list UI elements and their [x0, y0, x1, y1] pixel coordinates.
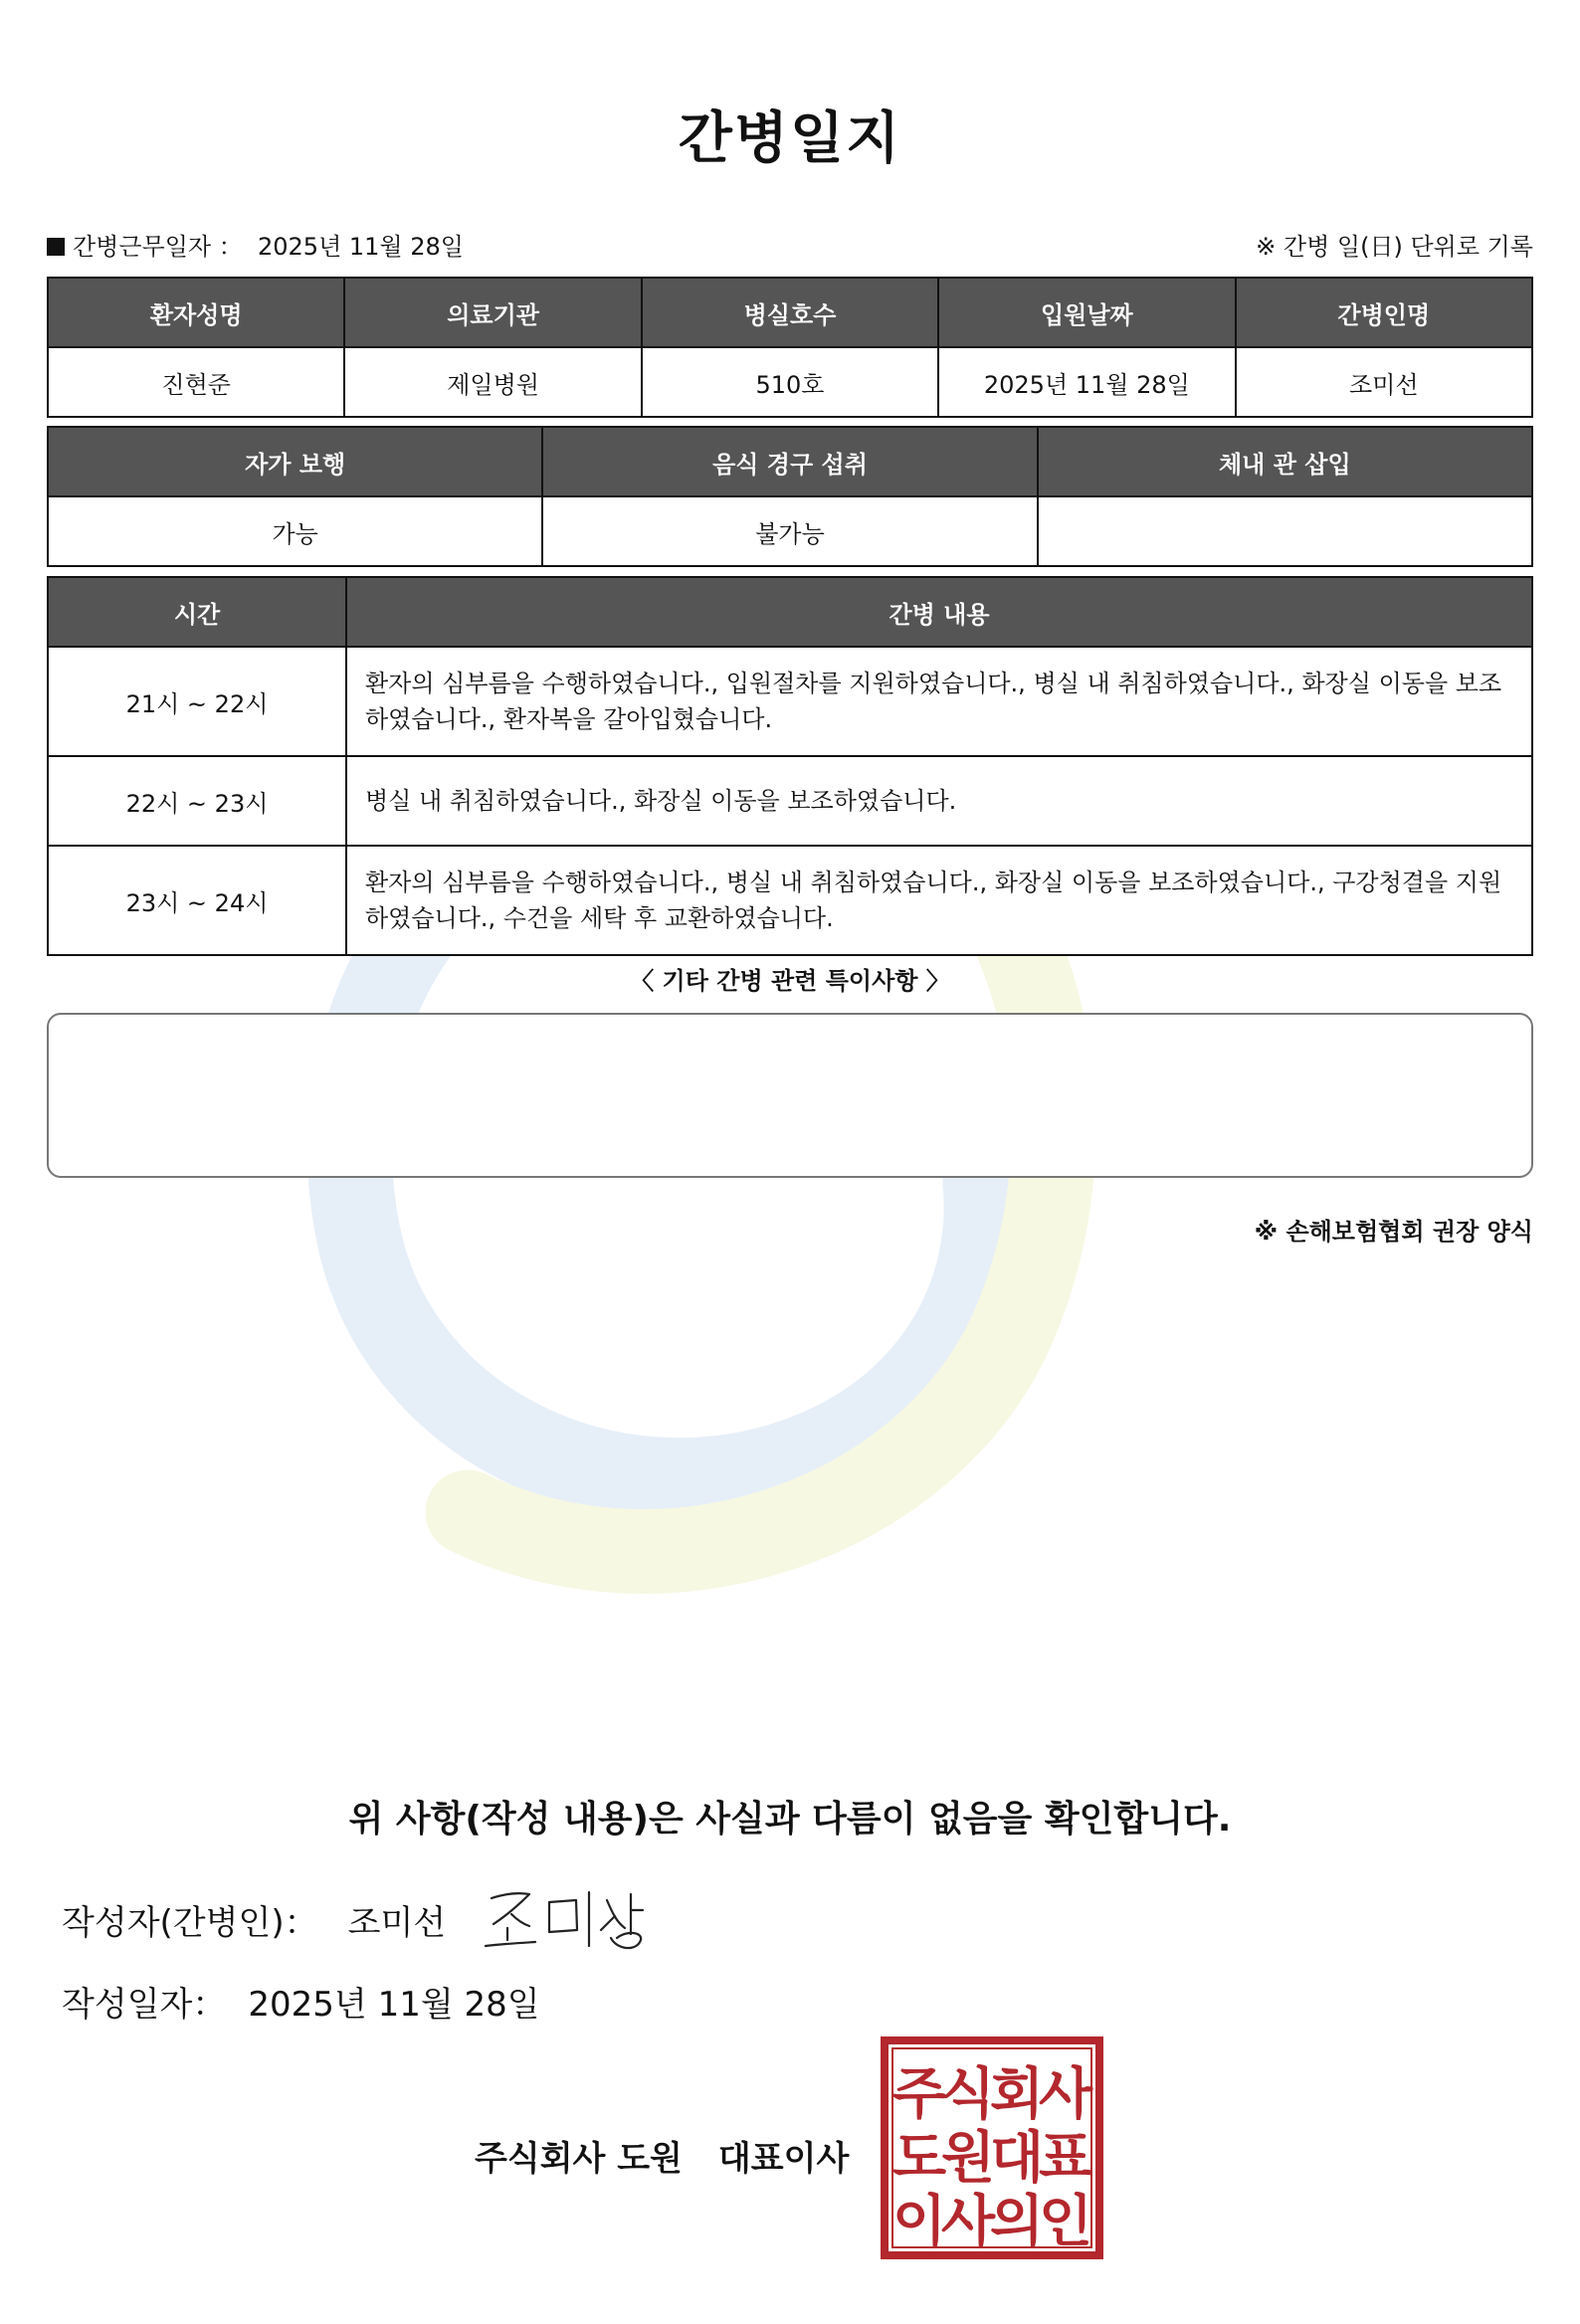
written-date-value: 2025년 11월 28일 — [248, 1985, 540, 2025]
self-walking-value: 가능 — [48, 496, 542, 566]
square-bullet-icon — [47, 238, 65, 256]
svg-text:사: 사 — [1038, 2062, 1093, 2127]
confirmation-statement: 위 사항(작성 내용)은 사실과 다름이 없음을 확인합니다. — [348, 1799, 1232, 1840]
hospital-name: 제일병원 — [344, 347, 641, 417]
header-patient-name: 환자성명 — [48, 278, 344, 347]
table-header-row — [48, 278, 1532, 347]
header-self-walking: 자가 보행 — [48, 427, 542, 496]
care-log-table — [47, 576, 1533, 956]
header-time: 시간 — [48, 577, 346, 647]
document-title: 간병일지 — [678, 106, 902, 171]
work-date-label: 간병근무일자 ： — [73, 233, 243, 261]
svg-text:인: 인 — [1038, 2190, 1093, 2254]
caregiver-name: 조미선 — [1236, 347, 1532, 417]
form-source-note: ※ 손해보험협회 권장 양식 — [1254, 1218, 1533, 1246]
writer-label: 작성자(간병인)： — [62, 1903, 318, 1943]
patient-name: 진현준 — [48, 347, 344, 417]
header-care-content: 간병 내용 — [346, 577, 1532, 647]
patient-status-table — [47, 426, 1533, 567]
svg-text:식: 식 — [940, 2062, 996, 2127]
svg-text:의: 의 — [989, 2190, 1045, 2254]
writer-name: 조미선 — [347, 1903, 447, 1943]
table-row — [48, 647, 1532, 756]
tube-insertion-value — [1038, 496, 1532, 566]
svg-text:표: 표 — [1038, 2126, 1093, 2191]
company-seal — [881, 2036, 1103, 2259]
header-hospital: 의료기관 — [344, 278, 641, 347]
oral-intake-value: 불가능 — [542, 496, 1037, 566]
table-row — [48, 756, 1532, 846]
work-date-value: 2025년 11월 28일 — [258, 233, 464, 261]
writer-line — [62, 1895, 446, 1944]
time-slot: 23시 ~ 24시 — [48, 846, 346, 955]
handwritten-signature — [478, 1880, 657, 1960]
header-tube-insertion: 체내 관 삽입 — [1038, 427, 1532, 496]
svg-text:회: 회 — [989, 2062, 1045, 2127]
svg-text:주: 주 — [891, 2062, 947, 2127]
work-date-line — [47, 227, 464, 262]
care-content: 환자의 심부름을 수행하였습니다., 병실 내 취침하였습니다., 화장실 이동을 보조하였습니다., 구강청결을 지원하였습니다., 수건을 세탁 후 교환하였습니다. — [346, 846, 1532, 955]
written-date-label: 작성일자： — [62, 1985, 227, 2025]
company-line — [475, 2131, 849, 2180]
patient-info-table — [47, 277, 1533, 418]
svg-text:원: 원 — [940, 2126, 996, 2191]
header-room-number: 병실호수 — [642, 278, 938, 347]
svg-text:이: 이 — [891, 2190, 947, 2254]
table-row — [48, 496, 1532, 566]
svg-text:대: 대 — [989, 2126, 1045, 2191]
time-slot: 21시 ~ 22시 — [48, 647, 346, 756]
table-row — [48, 846, 1532, 955]
care-content: 병실 내 취침하였습니다., 화장실 이동을 보조하였습니다. — [346, 756, 1532, 846]
header-admission-date: 입원날짜 — [938, 278, 1235, 347]
company-name: 주식회사 도원 — [475, 2139, 683, 2179]
time-slot: 22시 ~ 23시 — [48, 756, 346, 846]
table-row — [48, 347, 1532, 417]
room-number: 510호 — [642, 347, 938, 417]
table-header-row — [48, 427, 1532, 496]
svg-text:사: 사 — [940, 2190, 996, 2254]
care-content: 환자의 심부름을 수행하였습니다., 입원절차를 지원하였습니다., 병실 내 취침하였습니다., 화장실 이동을 보조하였습니다., 환자복을 갈아입혔습니다. — [346, 647, 1532, 756]
admission-date: 2025년 11월 28일 — [938, 347, 1235, 417]
header-oral-intake: 음식 경구 섭취 — [542, 427, 1037, 496]
table-header-row — [48, 577, 1532, 647]
ceo-title: 대표이사 — [717, 2139, 850, 2179]
special-notes-box — [47, 1013, 1533, 1178]
svg-text:도: 도 — [891, 2126, 947, 2191]
special-notes-title: 〈 기타 간병 관련 특이사항 〉 — [630, 967, 950, 995]
written-date-line — [62, 1977, 540, 2026]
recording-note: ※ 간병 일(日) 단위로 기록 — [1256, 233, 1533, 261]
header-caregiver-name: 간병인명 — [1236, 278, 1532, 347]
